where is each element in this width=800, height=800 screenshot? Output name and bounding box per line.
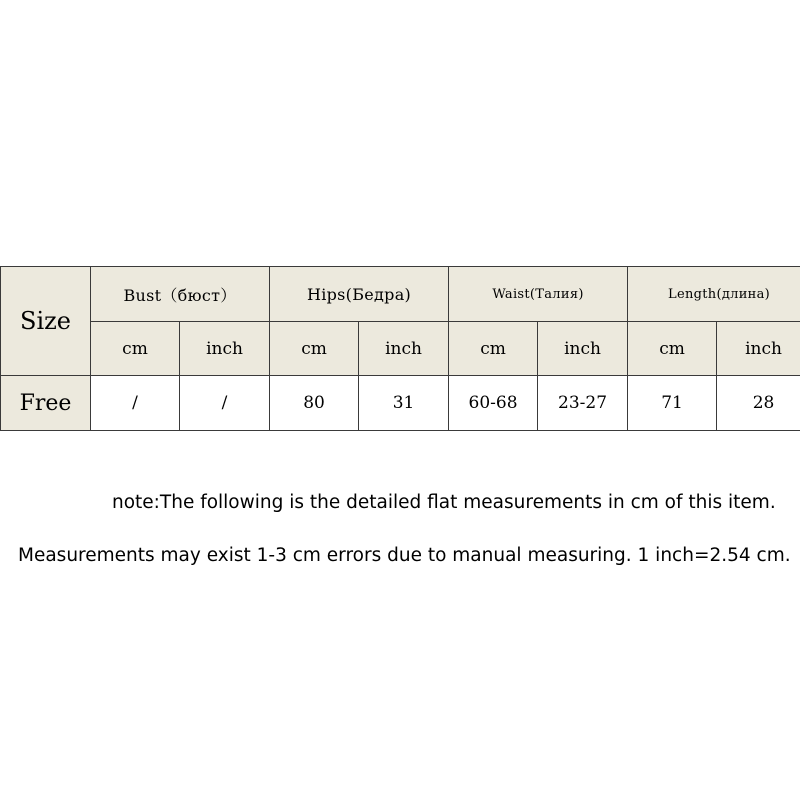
size-chart-table <box>0 266 800 431</box>
size-value-cell: Free <box>1 376 91 431</box>
length-header-cell: Length(длина) <box>628 267 800 322</box>
measurement-note: note:The following is the detailed flat measurements in cm of this item. <box>112 492 776 513</box>
bust-header-cell: Bust（бюст） <box>91 267 270 322</box>
hips-inch-unit-cell: inch <box>359 322 449 376</box>
hips-inch-value: 31 <box>359 376 449 431</box>
bust-inch-unit-cell: inch <box>180 322 270 376</box>
size-header-cell: Size <box>1 267 91 376</box>
table-unit-row <box>1 322 800 376</box>
waist-header-cell: Waist(Талия) <box>449 267 628 322</box>
bust-cm-unit-cell: cm <box>91 322 180 376</box>
length-cm-value: 71 <box>628 376 717 431</box>
measurement-disclaimer: Measurements may exist 1-3 cm errors due to manual measuring. 1 inch=2.54 cm. <box>18 545 791 566</box>
length-cm-unit-cell: cm <box>628 322 717 376</box>
hips-cm-value: 80 <box>270 376 359 431</box>
waist-cm-value: 60-68 <box>449 376 538 431</box>
bust-cm-value: / <box>91 376 180 431</box>
waist-cm-unit-cell: cm <box>449 322 538 376</box>
table-row <box>1 376 800 431</box>
length-inch-value: 28 <box>717 376 800 431</box>
table-header-row <box>1 267 800 322</box>
waist-inch-value: 23-27 <box>538 376 628 431</box>
length-inch-unit-cell: inch <box>717 322 800 376</box>
hips-header-cell: Hips(Бедра) <box>270 267 449 322</box>
hips-cm-unit-cell: cm <box>270 322 359 376</box>
waist-inch-unit-cell: inch <box>538 322 628 376</box>
bust-inch-value: / <box>180 376 270 431</box>
